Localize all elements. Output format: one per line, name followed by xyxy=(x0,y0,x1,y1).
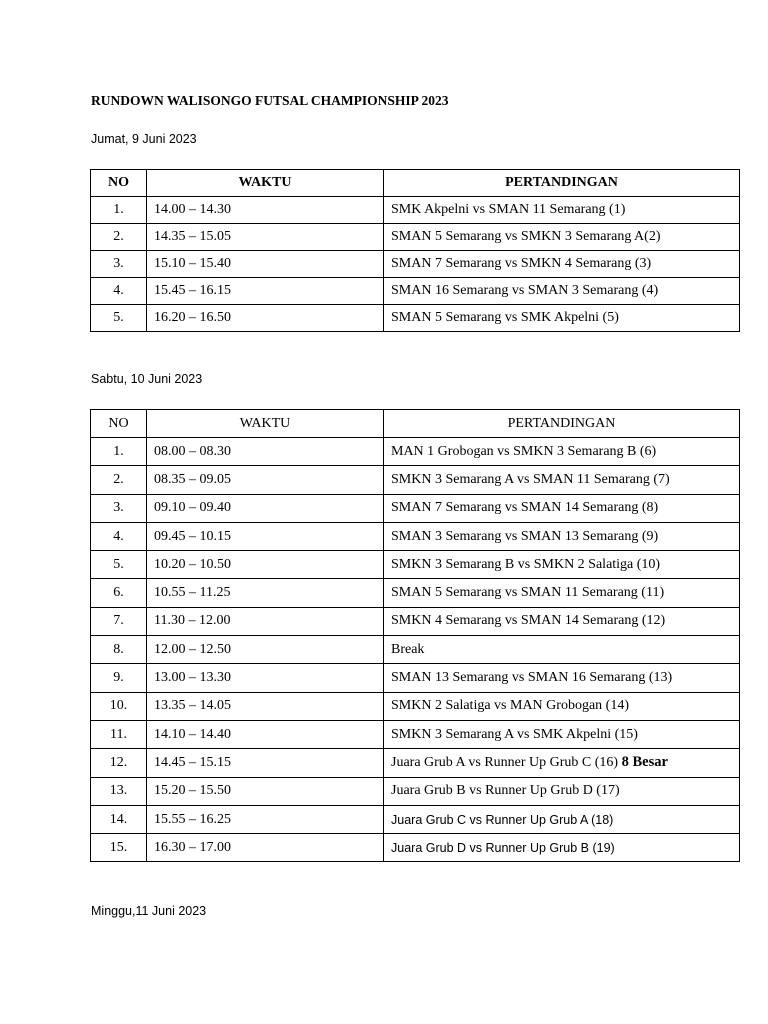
row-time: 14.35 – 15.05 xyxy=(147,224,384,251)
row-match xyxy=(384,305,740,332)
table-row xyxy=(91,305,740,332)
match-label: SMKN 3 Semarang B vs SMKN 2 Salatiga (10) xyxy=(391,556,661,572)
row-number: 3. xyxy=(91,494,147,522)
round-badge: 8 Besar xyxy=(621,754,668,771)
table-row xyxy=(91,251,740,278)
row-match xyxy=(384,805,740,833)
row-match xyxy=(384,749,740,777)
table-row xyxy=(91,466,740,494)
row-time: 08.35 – 09.05 xyxy=(147,466,384,494)
row-match xyxy=(384,692,740,720)
row-match xyxy=(384,278,740,305)
table-row xyxy=(91,607,740,635)
table-row xyxy=(91,834,740,862)
row-number: 11. xyxy=(91,720,147,748)
match-label: Break xyxy=(391,641,425,657)
row-time: 10.55 – 11.25 xyxy=(147,579,384,607)
match-label: SMKN 4 Semarang vs SMAN 14 Semarang (12) xyxy=(391,613,666,629)
row-time: 13.35 – 14.05 xyxy=(147,692,384,720)
row-match xyxy=(384,197,740,224)
row-time: 15.20 – 15.50 xyxy=(147,777,384,805)
match-label: Juara Grub B vs Runner Up Grub D (17) xyxy=(391,783,620,799)
row-number: 7. xyxy=(91,607,147,635)
date-day2: Sabtu, 10 Juni 2023 xyxy=(91,372,203,386)
row-time: 09.10 – 09.40 xyxy=(147,494,384,522)
row-number: 5. xyxy=(91,305,147,332)
row-match xyxy=(384,224,740,251)
match-label: SMAN 3 Semarang vs SMAN 13 Semarang (9) xyxy=(391,528,659,544)
row-number: 9. xyxy=(91,664,147,692)
row-number: 4. xyxy=(91,278,147,305)
table-row xyxy=(91,197,740,224)
row-number: 14. xyxy=(91,805,147,833)
row-match xyxy=(384,522,740,550)
match-label: SMKN 2 Salatiga vs MAN Grobogan (14) xyxy=(391,698,629,714)
row-number: 2. xyxy=(91,466,147,494)
row-time: 15.55 – 16.25 xyxy=(147,805,384,833)
row-time: 15.10 – 15.40 xyxy=(147,251,384,278)
match-label: SMAN 5 Semarang vs SMKN 3 Semarang A(2) xyxy=(391,229,661,244)
document-title: RUNDOWN WALISONGO FUTSAL CHAMPIONSHIP 2023 xyxy=(91,93,449,108)
match-label: SMK Akpelni vs SMAN 11 Semarang (1) xyxy=(391,202,626,217)
row-number: 13. xyxy=(91,777,147,805)
schedule-table-day1 xyxy=(90,169,740,332)
table-row xyxy=(91,551,740,579)
header-no: NO xyxy=(91,170,147,197)
header-pertandingan: PERTANDINGAN xyxy=(384,170,740,197)
table-row xyxy=(91,636,740,664)
row-time: 13.00 – 13.30 xyxy=(147,664,384,692)
row-time: 15.45 – 16.15 xyxy=(147,278,384,305)
table-row xyxy=(91,749,740,777)
match-label: Juara Grub D vs Runner Up Grub B (19) xyxy=(391,840,615,855)
table-header-row xyxy=(91,170,740,197)
row-number: 10. xyxy=(91,692,147,720)
row-number: 5. xyxy=(91,551,147,579)
header-pertandingan: PERTANDINGAN xyxy=(384,410,740,438)
row-match xyxy=(384,551,740,579)
match-label: Juara Grub A vs Runner Up Grub C (16) xyxy=(391,755,619,771)
header-no: NO xyxy=(91,410,147,438)
match-label: SMAN 5 Semarang vs SMAN 11 Semarang (11) xyxy=(391,585,665,601)
table-row xyxy=(91,692,740,720)
row-match xyxy=(384,607,740,635)
row-match xyxy=(384,251,740,278)
row-time: 11.30 – 12.00 xyxy=(147,607,384,635)
header-waktu: WAKTU xyxy=(147,410,384,438)
row-time: 16.20 – 16.50 xyxy=(147,305,384,332)
row-time: 12.00 – 12.50 xyxy=(147,636,384,664)
table-row xyxy=(91,224,740,251)
row-match xyxy=(384,494,740,522)
match-label: SMAN 13 Semarang vs SMAN 16 Semarang (13) xyxy=(391,670,673,686)
row-match xyxy=(384,466,740,494)
header-waktu: WAKTU xyxy=(147,170,384,197)
table-row xyxy=(91,494,740,522)
row-match xyxy=(384,664,740,692)
row-match xyxy=(384,579,740,607)
row-number: 8. xyxy=(91,636,147,664)
row-match xyxy=(384,720,740,748)
row-match xyxy=(384,438,740,466)
row-number: 15. xyxy=(91,834,147,862)
table-row xyxy=(91,278,740,305)
match-label: SMKN 3 Semarang A vs SMK Akpelni (15) xyxy=(391,726,638,742)
table-row xyxy=(91,579,740,607)
match-label: SMAN 16 Semarang vs SMAN 3 Semarang (4) xyxy=(391,283,659,298)
table-row xyxy=(91,664,740,692)
date-day3: Minggu,11 Juni 2023 xyxy=(91,904,207,918)
row-match xyxy=(384,636,740,664)
row-time: 08.00 – 08.30 xyxy=(147,438,384,466)
table-row xyxy=(91,805,740,833)
match-label: SMAN 5 Semarang vs SMK Akpelni (5) xyxy=(391,310,619,325)
schedule-table-day2 xyxy=(90,409,740,862)
row-number: 1. xyxy=(91,197,147,224)
row-number: 3. xyxy=(91,251,147,278)
row-time: 14.45 – 15.15 xyxy=(147,749,384,777)
row-number: 6. xyxy=(91,579,147,607)
table-row xyxy=(91,438,740,466)
row-time: 14.10 – 14.40 xyxy=(147,720,384,748)
table-header-row xyxy=(91,410,740,438)
row-number: 12. xyxy=(91,749,147,777)
match-label: SMKN 3 Semarang A vs SMAN 11 Semarang (7) xyxy=(391,471,670,487)
row-match xyxy=(384,834,740,862)
row-match xyxy=(384,777,740,805)
row-number: 1. xyxy=(91,438,147,466)
date-day1: Jumat, 9 Juni 2023 xyxy=(91,132,197,146)
match-label: SMAN 7 Semarang vs SMKN 4 Semarang (3) xyxy=(391,256,652,271)
row-time: 09.45 – 10.15 xyxy=(147,522,384,550)
table-row xyxy=(91,522,740,550)
row-time: 14.00 – 14.30 xyxy=(147,197,384,224)
row-time: 16.30 – 17.00 xyxy=(147,834,384,862)
row-number: 2. xyxy=(91,224,147,251)
table-row xyxy=(91,720,740,748)
table-row xyxy=(91,777,740,805)
row-number: 4. xyxy=(91,522,147,550)
match-label: SMAN 7 Semarang vs SMAN 14 Semarang (8) xyxy=(391,500,659,516)
match-label: MAN 1 Grobogan vs SMKN 3 Semarang B (6) xyxy=(391,443,657,459)
row-time: 10.20 – 10.50 xyxy=(147,551,384,579)
match-label: Juara Grub C vs Runner Up Grub A (18) xyxy=(391,812,614,827)
